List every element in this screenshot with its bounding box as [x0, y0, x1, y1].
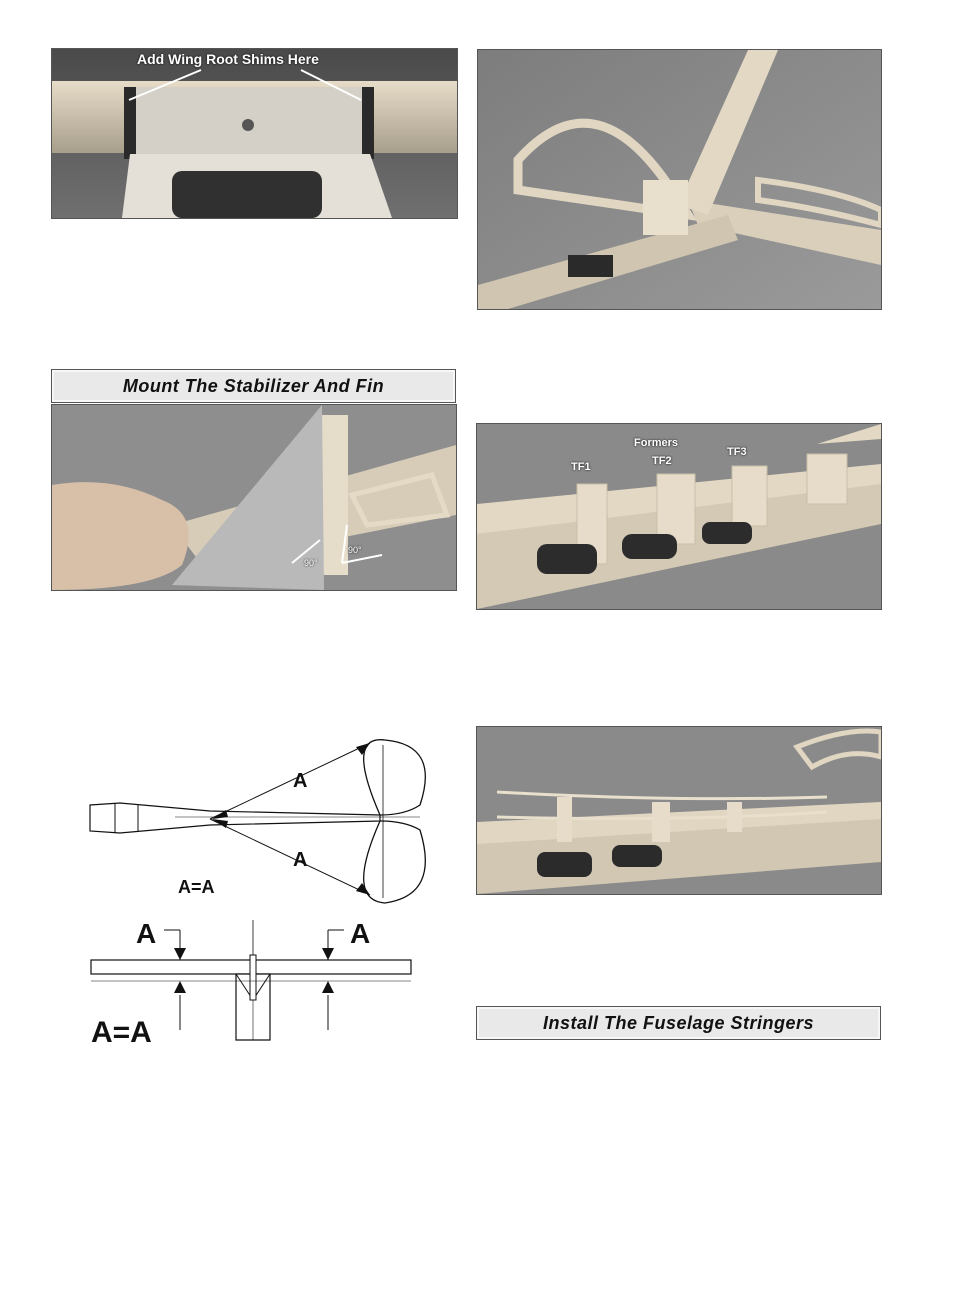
- top-diagram-a-lower: A: [293, 849, 308, 871]
- wing-root-callout: Add Wing Root Shims Here: [137, 51, 319, 67]
- tf1-label: TF1: [571, 461, 591, 473]
- stabilizer-section-heading: [51, 369, 456, 403]
- stabilizer-section-title: Mount The Stabilizer And Fin: [122, 375, 385, 396]
- stringers-section-title: Install The Fuselage Stringers: [542, 1012, 815, 1033]
- angle-label-right: 90°: [348, 545, 362, 555]
- stringers-section-heading: [476, 1006, 881, 1040]
- front-diagram-a-left: A: [136, 918, 157, 949]
- tf2-label: TF2: [652, 455, 672, 467]
- fuselage-stringers-photo: [476, 726, 882, 895]
- tf3-label: TF3: [727, 446, 747, 458]
- top-diagram-equation: A=A: [178, 877, 215, 897]
- stabilizer-fin-photo: [477, 49, 882, 310]
- top-view-alignment-diagram: [80, 735, 430, 910]
- formers-label: Formers: [634, 437, 679, 449]
- front-diagram-equation: A=A: [91, 1016, 152, 1049]
- fin-squaring-photo: [51, 404, 457, 591]
- front-diagram-a-right: A: [350, 918, 371, 949]
- angle-label-left: 90°: [304, 558, 318, 568]
- tail-formers-photo: [476, 423, 882, 610]
- callout-leader-lines: [51, 48, 456, 108]
- front-view-alignment-diagram: [88, 915, 418, 1050]
- top-diagram-a-upper: A: [293, 770, 308, 792]
